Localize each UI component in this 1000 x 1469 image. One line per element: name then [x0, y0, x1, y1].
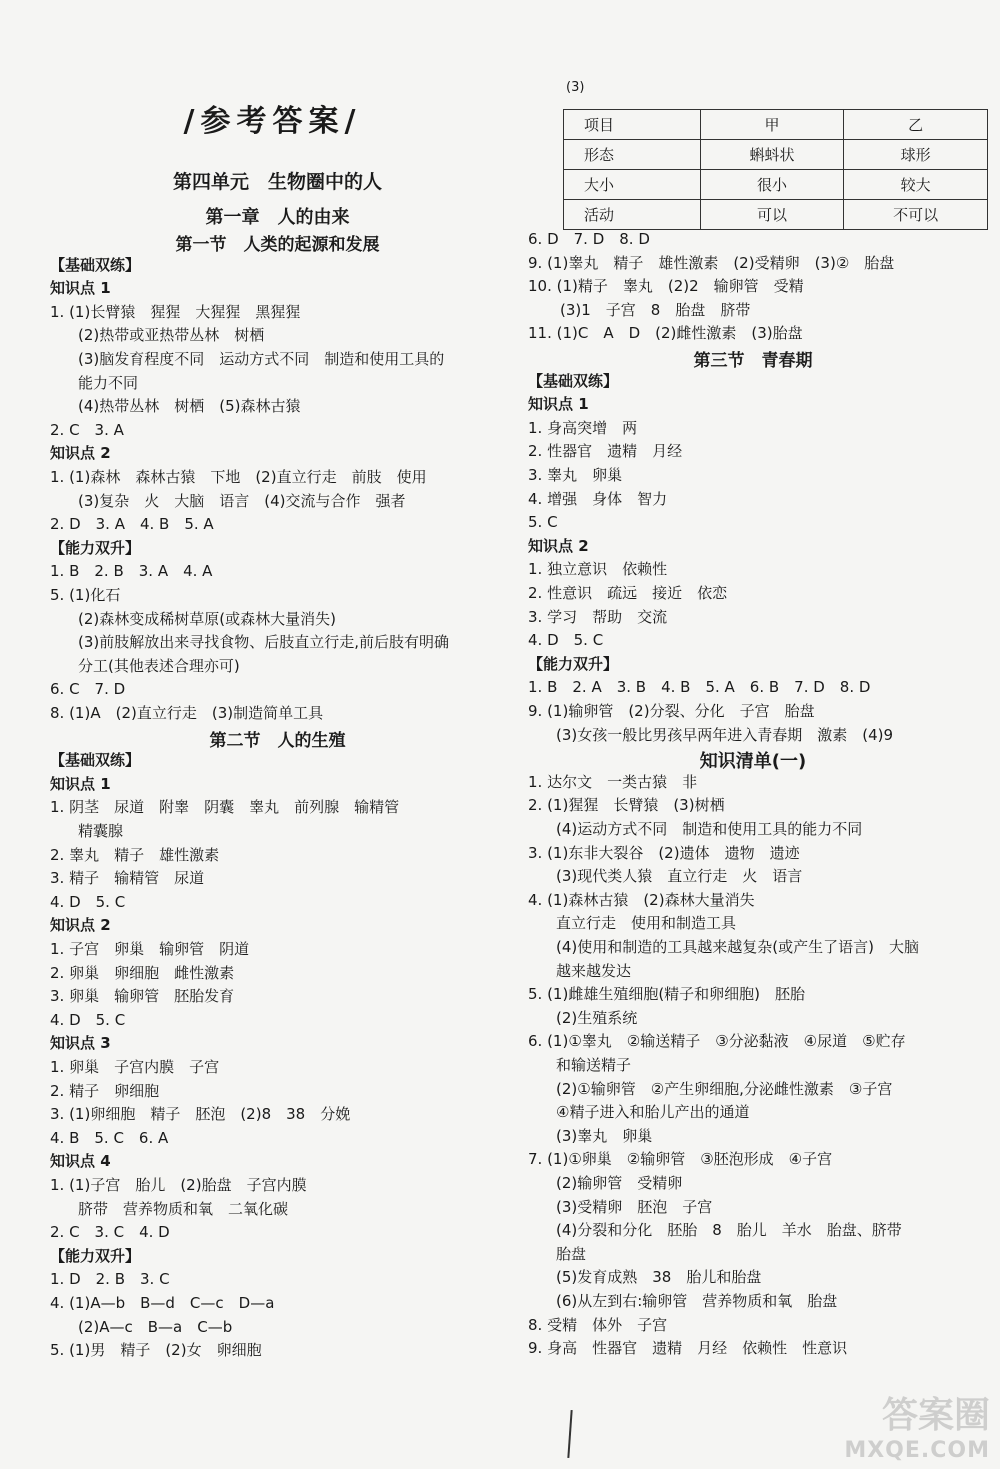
table-cell: 甲	[700, 110, 844, 140]
section-header: 知识点 2	[50, 444, 111, 463]
page-title: /参考答案/	[183, 104, 362, 139]
section-title: 第三节 青春期	[693, 351, 813, 371]
answer-line: 9. 身高 性器官 遗精 月经 依赖性 性意识	[528, 1339, 848, 1358]
answer-line: 1. (1)森林 森林古猿 下地 (2)直立行走 前肢 使用	[50, 468, 427, 486]
table-cell: 蝌蚪状	[700, 140, 844, 170]
answer-line: 9. (1)输卵管 (2)分裂、分化 子宫 胎盘	[528, 702, 815, 720]
answer-line: 4. D 5. C	[528, 631, 604, 650]
answer-line: (6)从左到右:输卵管 营养物质和氧 胎盘	[556, 1292, 838, 1310]
answer-line: (3)复杂 火 大脑 语言 (4)交流与合作 强者	[78, 491, 406, 510]
answer-line: 和输送精子	[556, 1056, 632, 1074]
answer-line: 1. D 2. B 3. C	[50, 1270, 170, 1289]
answer-line: 精囊腺	[78, 822, 124, 840]
section-header: 知识点 2	[528, 536, 589, 555]
section-header: 知识点 1	[50, 774, 111, 793]
answer-line: 4. D 5. C	[50, 892, 126, 911]
answer-line: 2. 性意识 疏远 接近 依恋	[528, 584, 728, 602]
answer-line: 越来越发达	[556, 961, 632, 980]
answer-line: 2. D 3. A 4. B 5. A	[50, 515, 214, 534]
table-cell: 很小	[700, 170, 844, 200]
section-title: 第一节 人类的起源和发展	[175, 235, 380, 255]
watermark	[844, 1387, 990, 1463]
answer-line: (3)睾丸 卵巢	[556, 1126, 653, 1145]
answer-line: 5. C	[528, 513, 558, 532]
answer-line: 4. 增强 身体 智力	[528, 489, 668, 508]
table-cell: 不可以	[844, 200, 988, 230]
answer-line: 3. 睾丸 卵巢	[528, 466, 623, 484]
table-cell: 大小	[564, 170, 701, 200]
section-header: 知识点 1	[528, 395, 589, 414]
chapter-title: 第一章 人的由来	[205, 207, 350, 228]
table-cell: 形态	[564, 140, 701, 170]
answer-line: 分工(其他表述合理亦可)	[78, 656, 240, 675]
answer-line: 2. 性器官 遗精 月经	[528, 442, 683, 461]
section-header: 知识点 2	[50, 916, 111, 935]
section-header: 知识点 3	[50, 1034, 111, 1053]
answer-line: 1. 达尔文 一类古猿 非	[528, 772, 698, 791]
section-header: 【基础双练】	[50, 751, 141, 770]
answer-line: 3. 卵巢 输卵管 胚胎发育	[50, 987, 235, 1006]
table-cell: 项目	[564, 110, 701, 140]
answer-line: 3. 学习 帮助 交流	[528, 607, 668, 626]
unit-title: 第四单元 生物圈中的人	[172, 171, 382, 193]
table-row	[564, 200, 988, 230]
answer-line: 11. (1)C A D (2)雌性激素 (3)胎盘	[528, 324, 803, 343]
answer-line: 8. (1)A (2)直立行走 (3)制造简单工具	[50, 704, 324, 722]
answer-line: (4)使用和制造的工具越来越复杂(或产生了语言) 大脑	[556, 938, 919, 956]
answer-line: 6. C 7. D	[50, 680, 126, 699]
answer-line: 1. 卵巢 子宫内膜 子宫	[50, 1058, 220, 1076]
answer-line: 1. B 2. A 3. B 4. B 5. A 6. B 7. D 8. D	[528, 678, 871, 697]
table-cell: 球形	[844, 140, 988, 170]
comparison-table	[563, 109, 988, 230]
watermark-text: 答案圈	[881, 1395, 990, 1436]
section-header: 知识点 1	[50, 279, 111, 298]
answer-line: 脐带 营养物质和氧 二氧化碳	[78, 1199, 289, 1218]
answer-line: 2. C 3. A	[50, 420, 124, 439]
table-row	[564, 170, 988, 200]
section-title: 第二节 人的生殖	[209, 730, 346, 751]
answer-line: (2)输卵管 受精卵	[556, 1174, 683, 1192]
answer-line: (5)发育成熟 38 胎儿和胎盘	[556, 1268, 762, 1287]
section-header: 【能力双升】	[50, 1246, 141, 1265]
answer-line: 2. 睾丸 精子 雄性激素	[50, 845, 220, 864]
answer-line: 3. (1)东非大裂谷 (2)遗体 遗物 遗迹	[528, 843, 800, 862]
section-header: 【基础双练】	[50, 255, 141, 274]
table-label: (3)	[566, 80, 585, 95]
answer-line: 2. C 3. C 4. D	[50, 1223, 170, 1242]
answer-line: (3)受精卵 胚泡 子宫	[556, 1197, 713, 1216]
answer-line: 1. B 2. B 3. A 4. A	[50, 562, 213, 581]
table-cell: 乙	[844, 110, 988, 140]
answer-line: 4. (1)A—b B—d C—c D—a	[50, 1294, 275, 1312]
answer-line: 10. (1)精子 睾丸 (2)2 输卵管 受精	[528, 277, 804, 296]
answer-line: 1. 阴茎 尿道 附睾 阴囊 睾丸 前列腺 输精管	[50, 798, 400, 817]
table-cell: 较大	[844, 170, 988, 200]
answer-line: 8. 受精 体外 子宫	[528, 1315, 668, 1334]
answer-line: (2)①输卵管 ②产生卵细胞,分泌雌性激素 ③子宫	[556, 1079, 893, 1098]
section-header: 【基础双练】	[528, 371, 619, 390]
answer-line: 3. 精子 输精管 尿道	[50, 869, 205, 888]
answer-line: 2. 卵巢 卵细胞 雌性激素	[50, 963, 235, 982]
section-header: 【能力双升】	[528, 654, 619, 673]
answer-line: 5. (1)雌雄生殖细胞(精子和卵细胞) 胚胎	[528, 985, 806, 1004]
section-header: 【能力双升】	[50, 538, 141, 557]
answer-line: 7. (1)①卵巢 ②输卵管 ③胚泡形成 ④子宫	[528, 1150, 833, 1169]
answer-line: 5. (1)男 精子 (2)女 卵细胞	[50, 1341, 262, 1360]
table-cell: 可以	[700, 200, 844, 230]
answer-line: 直立行走 使用和制造工具	[556, 914, 737, 933]
answer-line: (3)女孩一般比男孩早两年进入青春期 激素 (4)9	[556, 725, 894, 744]
answer-line: (2)A—c B—a C—b	[78, 1317, 233, 1336]
answer-line: 3. (1)卵细胞 精子 胚泡 (2)8 38 分娩	[50, 1105, 351, 1124]
answer-line: (4)热带丛林 树栖 (5)森林古猿	[78, 397, 301, 416]
answer-line: (4)运动方式不同 制造和使用工具的能力不同	[556, 820, 863, 838]
answer-line: (3)前肢解放出来寻找食物、后肢直立行走,前后肢有明确	[78, 633, 450, 652]
answer-line: 4. D 5. C	[50, 1010, 126, 1029]
answer-line: (4)分裂和分化 胚胎 8 胎儿 羊水 胎盘、脐带	[556, 1221, 902, 1240]
answer-line: (2)生殖系统	[556, 1008, 638, 1027]
watermark-url: MXQE.COM	[844, 1438, 990, 1463]
answer-line: 1. (1)子宫 胎儿 (2)胎盘 子宫内膜	[50, 1176, 307, 1194]
section-title: 知识清单(一)	[699, 751, 807, 773]
answer-line: 1. 身高突增 两	[528, 418, 638, 437]
pen-mark	[567, 1410, 572, 1458]
answer-line: ④精子进入和胎儿产出的通道	[556, 1103, 750, 1122]
answer-line: (3)现代类人猿 直立行走 火 语言	[556, 867, 803, 886]
answer-line: 9. (1)睾丸 精子 雄性激素 (2)受精卵 (3)② 胎盘	[528, 253, 895, 272]
answer-line: (3)1 子宫 8 胎盘 脐带	[560, 300, 751, 319]
answer-line: 2. (1)猩猩 长臂猿 (3)树栖	[528, 796, 725, 815]
table-cell: 活动	[564, 200, 701, 230]
answer-line: (2)热带或亚热带丛林 树栖	[78, 326, 265, 345]
answer-line: 5. (1)化石	[50, 586, 121, 604]
answer-line: (3)脑发育程度不同 运动方式不同 制造和使用工具的	[78, 350, 445, 368]
answer-line: (2)森林变成稀树草原(或森林大量消失)	[78, 609, 336, 628]
answer-line: 1. 独立意识 依赖性	[528, 560, 668, 579]
answer-line: 4. B 5. C 6. A	[50, 1128, 169, 1147]
answer-line: 能力不同	[78, 373, 139, 392]
table-row	[564, 140, 988, 170]
answer-line: 胎盘	[556, 1244, 587, 1263]
answer-line: 6. (1)①睾丸 ②输送精子 ③分泌黏液 ④尿道 ⑤贮存	[528, 1032, 906, 1051]
table-row	[564, 110, 988, 140]
answer-line: 1. 子宫 卵巢 输卵管 阴道	[50, 940, 250, 958]
answer-line: 6. D 7. D 8. D	[528, 230, 650, 248]
answer-line: 2. 精子 卵细胞	[50, 1081, 160, 1100]
answer-line: 1. (1)长臂猿 猩猩 大猩猩 黑猩猩	[50, 302, 301, 321]
section-header: 知识点 4	[50, 1152, 111, 1171]
answer-line: 4. (1)森林古猿 (2)森林大量消失	[528, 890, 755, 909]
